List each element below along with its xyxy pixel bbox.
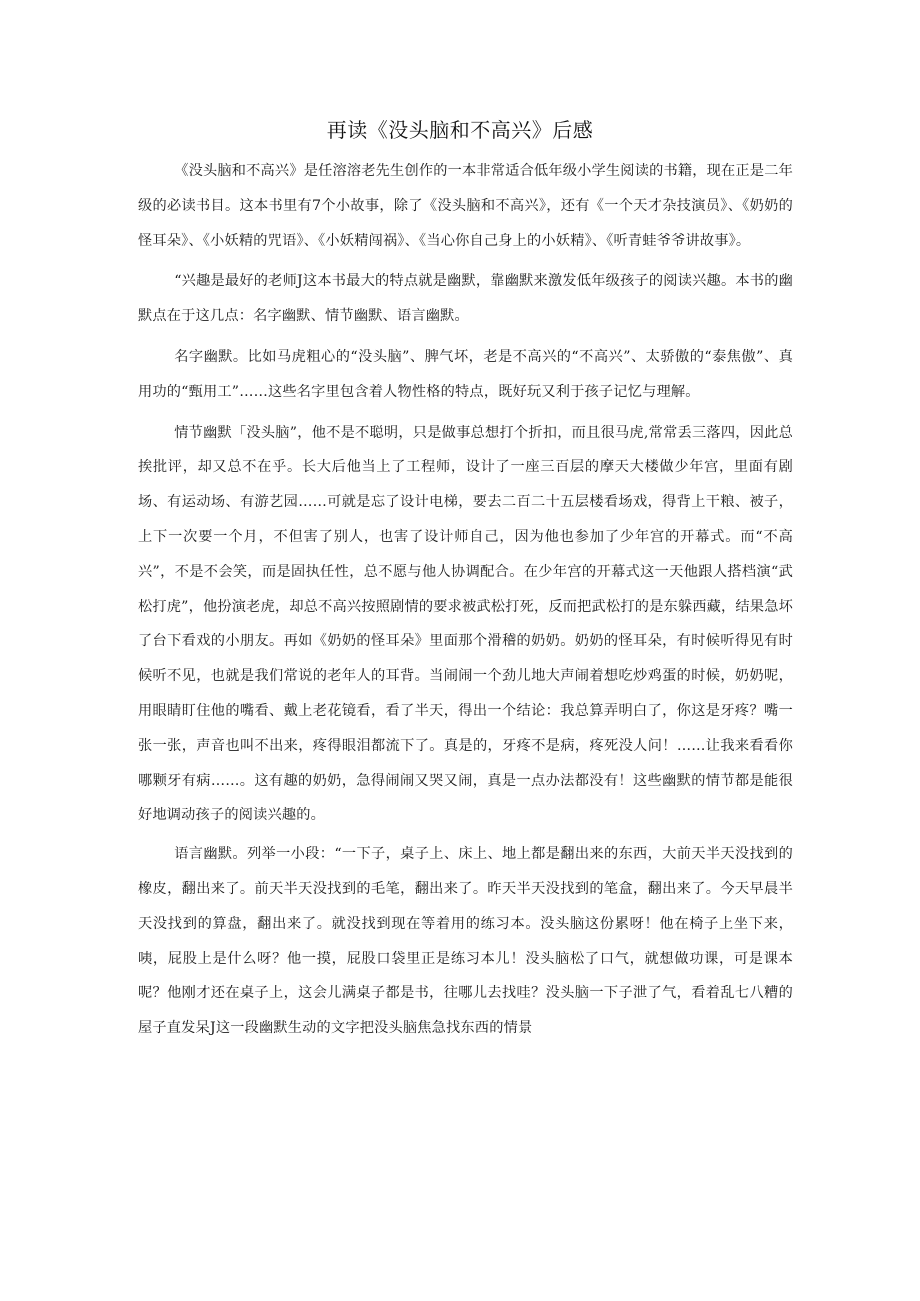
paragraph-plot-humor: 情节幽默「没头脑”，他不是不聪明，只是做事总想打个折扣，而且很马虎,常常丢三落四，因此总挨批评，却又总不在乎。长大后他当上了工程师，设计了一座三百层的摩天大楼做少年宫，里面有剧场、有运动场、有游艺园……可就是忘了设计电梯，要去二百二十五层楼看场戏，得背上干粮、被子，上下一次要一个月，不但害了别人，也害了设计师自己，因为他也参加了少年宫的开幕式。而“不高兴”，不是不会笑，而是固执任性，总不愿与他人协调配合。在少年宫的开幕式这一天他跟人搭档演“武松打虎”，他扮演老虎，却总不高兴按照剧情的要求被武松打死，反而把武松打的是东躲西藏，结果急坏了台下看戏的小朋友。再如《奶奶的怪耳朵》里面那个滑稽的奶奶。奶奶的怪耳朵，有时候听得见有时候听不见，也就是我们常说的老年人的耳背。当闹闹一个劲儿地大声闹着想吃炒鸡蛋的时候，奶奶呢，用眼睛盯住他的嘴看、戴上老花镜看，看了半天，得出一个结论：我总算弄明白了，你这是牙疼？嘴一张一张，声音也叫不出来，疼得眼泪都流下了。真是的，牙疼不是病，疼死没人问！……让我来看看你哪颗牙有病……。这有趣的奶奶，急得闹闹又哭又闹，真是一点办法都没有！这些幽默的情节都是能很好地调动孩子的阅读兴趣的。: [138, 424, 793, 824]
paragraph-humor-overview: “兴趣是最好的老师J这本书最大的特点就是幽默，靠幽默来激发低年级孩子的阅读兴趣。本书的幽默点在于这几点：名字幽默、情节幽默、语言幽默。: [138, 273, 793, 325]
document-body: [138, 154, 793, 1046]
document-title: 再读《没头脑和不高兴》后感: [326, 118, 594, 142]
paragraph-intro: 《没头脑和不高兴》是任溶溶老先生创作的一本非常适合低年级小学生阅读的书籍，现在正是二年级的必读书目。这本书里有7个小故事，除了《没头脑和不高兴》，还有《一个天才杂技演员》、《奶奶的怪耳朵》、《小妖精的咒语》、《小妖精闯祸》、《当心你自己身上的小妖精》、《听青蛙爷爷讲故事》。: [138, 163, 793, 249]
paragraph-name-humor: 名字幽默。比如马虎粗心的“没头脑”、脾气坏，老是不高兴的“不高兴”、太骄傲的“泰焦傲”、真用功的“甄用工”……这些名字里包含着人物性格的特点，既好玩又利于孩子记忆与理解。: [138, 348, 793, 400]
paragraph-language-humor: 语言幽默。列举一小段：“一下子，桌子上、床上、地上都是翻出来的东西，大前天半天没找到的橡皮，翻出来了。前天半天没找到的毛笔，翻出来了。昨天半天没找到的笔盒，翻出来了。今天早晨半天没找到的算盘，翻出来了。就没找到现在等着用的练习本。没头脑这份累呀！他在椅子上坐下来，咦，屁股上是什么呀？他一摸，屁股口袋里正是练习本儿！没头脑松了口气，就想做功课，可是课本呢？他刚才还在桌子上，这会儿满桌子都是书，往哪儿去找哇？没头脑一下子泄了气，看着乱七八糟的屋子直发呆J这一段幽默生动的文字把没头脑焦急找东西的情景: [138, 846, 793, 1037]
